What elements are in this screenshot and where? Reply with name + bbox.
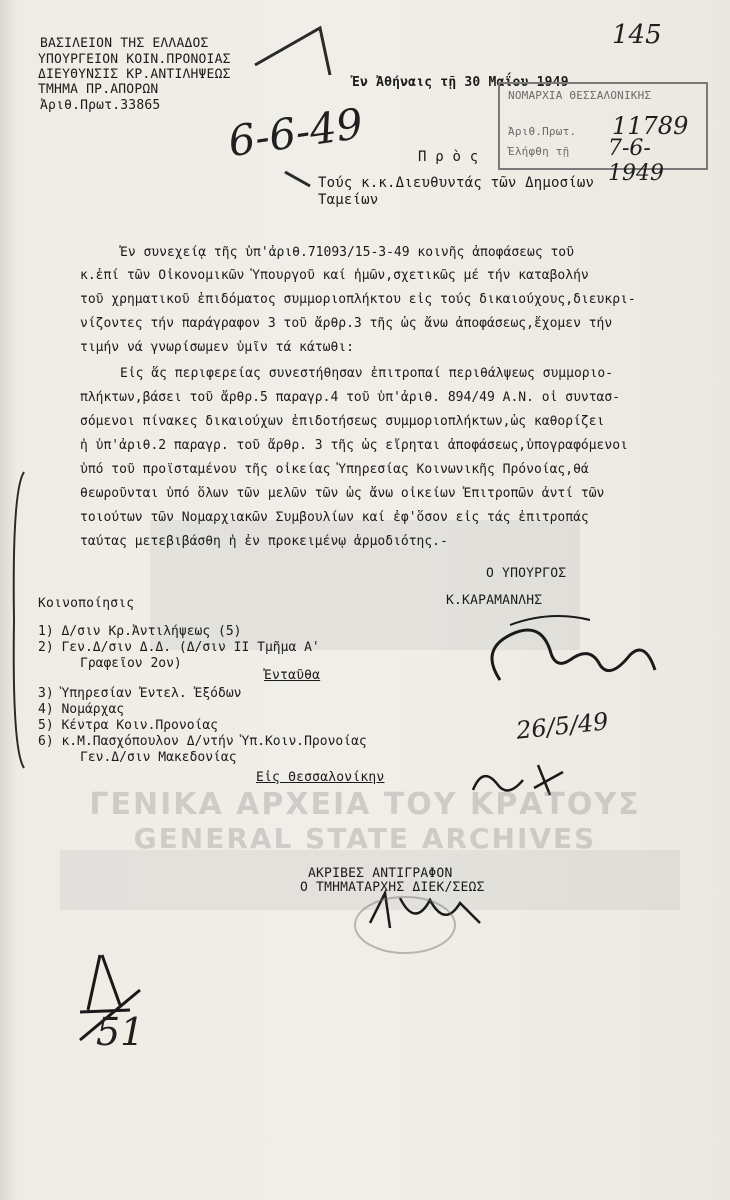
local-item: 6) κ.Μ.Πασχόπουλον Δ/ντήν Ὑπ.Κοιν.Προνοίας bbox=[38, 734, 367, 749]
local-item: 5) Κέντρα Κοιν.Προνοίας bbox=[38, 718, 219, 733]
body-line: κ.ἐπί τῶν Οἰκονομικῶν Ὑπουργοῦ καί ἡμῶν,σχετικῶς μέ τήν καταβολήν bbox=[80, 268, 589, 283]
margin-bracket-icon bbox=[6, 470, 30, 770]
stamp-protocol-label: Ἀριθ.Πρωτ. bbox=[508, 125, 577, 138]
header-department: ΤΜΗΜΑ ΠΡ.ΑΠΟΡΩΝ bbox=[38, 82, 159, 97]
certification-line-2: Ο ΤΜΗΜΑΤΑΡΧΗΣ ΔΙΕΚ/ΣΕΩΣ bbox=[300, 880, 485, 895]
handwritten-underline-icon bbox=[280, 168, 320, 190]
body-line: Εἰς ἅς περιφερείας συνεστήθησαν ἐπιτροπαί περιθάλψεως συμμοριο- bbox=[120, 366, 614, 381]
header-ministry: ΥΠΟΥΡΓΕΙΟΝ ΚΟΙΝ.ΠΡΟΝΟΙΑΣ bbox=[38, 52, 231, 67]
certification-line-1: ΑΚΡΙΒΕΣ ΑΝΤΙΓΡΑΦΟΝ bbox=[308, 866, 453, 881]
stamp-title: ΝΟΜΑΡΧΙΑ ΘΕΣΣΑΛΟΝΙΚΗΣ bbox=[508, 89, 652, 102]
place-date: Ἐν Ἀθήναις τῇ 30 Μαΐου 1949 bbox=[352, 75, 569, 90]
body-line: πλήκτων,βάσει τοῦ ἄρθρ.5 παραγρ.4 τοῦ ὑπ'ἀριθ. 894/49 Α.Ν. οἱ συντασ- bbox=[80, 390, 621, 405]
signature-icon bbox=[470, 610, 670, 720]
body-line: ταύτας μετεβιβάσθη ἡ ἐν προκειμένῳ ἁρμοδιότης.- bbox=[80, 534, 448, 549]
body-line: ὑπό τοῦ προϊσταμένου τῆς οἰκείας Ὑπηρεσίας Κοινωνικῆς Πρόνοίας,θά bbox=[80, 462, 589, 477]
local-item: Γεν.Δ/σιν Μακεδονίας bbox=[80, 750, 237, 765]
distribution-heading: Κοινοποίησις bbox=[38, 596, 135, 611]
city-line: Εἰς Θεσσαλονίκην bbox=[256, 770, 385, 785]
handwritten-stroke-icon bbox=[250, 20, 340, 90]
addressee-pros: Π ρ ὸ ς bbox=[418, 149, 479, 165]
handwritten-date-mark: 6-6-49 bbox=[225, 98, 367, 167]
distribution-item: 2) Γεν.Δ/σιν Δ.Δ. (Δ/σιν ΙΙ Τμῆμα Α' bbox=[38, 640, 320, 655]
signatory-title: Ο ΥΠΟΥΡΓΟΣ bbox=[486, 566, 567, 581]
header-kingdom: ΒΑΣΙΛΕΙΟΝ ΤΗΣ ΕΛΛΑΔΟΣ bbox=[40, 36, 209, 51]
body-line: τοιούτων τῶν Νομαρχιακῶν Συμβουλίων καί ἐφ'ὅσον εἰς τάς ἐπιτροπάς bbox=[80, 510, 589, 525]
distribution-item: 1) Δ/σιν Κρ.Ἀντιλήψεως (5) bbox=[38, 624, 242, 639]
body-line: τιμήν νά γνωρίσωμεν ὑμῖν τά κάτωθι: bbox=[80, 340, 354, 355]
body-line: Ἐν συνεχείᾳ τῆς ὑπ'ἀριθ.71093/15-3-49 κοινῆς ἀποφάσεως τοῦ bbox=[120, 245, 574, 260]
header-protocol-number: Ἀριθ.Πρωτ.33865 bbox=[40, 98, 161, 113]
body-line: ἡ ὑπ'ἀριθ.2 παραγρ. τοῦ ἄρθρ. 3 τῆς ὡς εἴρηται ἀποφάσεως,ὑπογραφόμενοι bbox=[80, 438, 628, 453]
stamp-protocol-value: 11789 bbox=[612, 112, 689, 140]
round-seal-icon bbox=[350, 890, 460, 960]
received-stamp bbox=[498, 82, 708, 186]
addressee-line-2: Ταμείων bbox=[318, 192, 379, 208]
watermark-greek: ΓΕΝΙΚΑ ΑΡΧΕΙΑ ΤΟΥ ΚΡΑΤΟΥΣ bbox=[89, 787, 641, 822]
body-line: τοῦ χρηματικοῦ ἐπιδόματος συμμοριοπλήκτου εἰς τούς δικαιούχους,διευκρι- bbox=[80, 292, 636, 307]
header-directorate: ΔΙΕΥΘΥΝΣΙΣ ΚΡ.ΑΝΤΙΛΗΨΕΩΣ bbox=[38, 67, 231, 82]
signature-date: 26/5/49 bbox=[514, 707, 610, 745]
watermark-english: GENERAL STATE ARCHIVES bbox=[133, 822, 597, 855]
body-line: νίζοντες τήν παράγραφον 3 τοῦ ἄρθρ.3 τῆς ὡς ἄνω ἀποφάσεως,ἔχομεν τήν bbox=[80, 316, 613, 331]
bottom-mark-number: 51 bbox=[96, 1010, 145, 1054]
local-heading: Ἐνταῦθα bbox=[264, 668, 321, 683]
body-line: σόμενοι πίνακες δικαιούχων ἐπιδοτήσεως συμμοριοπλήκτων,ὡς καθορίζει bbox=[80, 414, 605, 429]
stamp-received-value: 7-6-1949 bbox=[608, 136, 664, 186]
local-item: 4) Νομάρχας bbox=[38, 702, 125, 717]
stamp-received-label: Ἐλήφθη τῇ bbox=[508, 145, 570, 158]
signatory-name: Κ.ΚΑΡΑΜΑΝΛΗΣ bbox=[446, 593, 543, 608]
local-item: 3) Ὑπηρεσίαν Ἐντελ. Ἐξόδων bbox=[38, 686, 242, 701]
addressee-line-1: Τούς κ.κ.Διευθυντάς τῶν Δημοσίων bbox=[318, 175, 595, 191]
body-line: θεωροῦνται ὑπό ὅλων τῶν μελῶν τῶν ὡς ἄνω οἰκείων Ἐπιτροπῶν ἀντί τῶν bbox=[80, 486, 605, 501]
handwritten-page-number: 145 bbox=[612, 20, 662, 50]
distribution-item: Γραφεῖον 2ον) bbox=[80, 656, 182, 671]
